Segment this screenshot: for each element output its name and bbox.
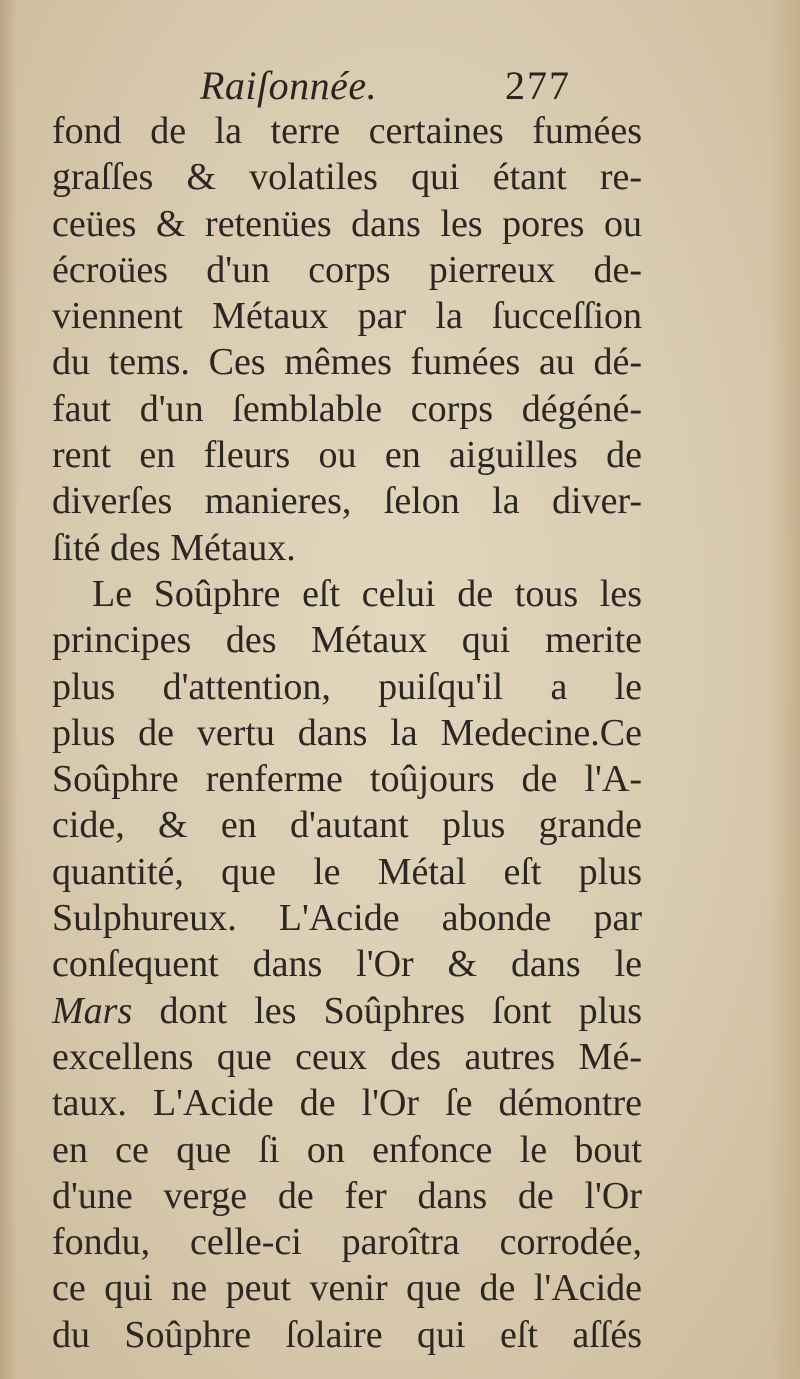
text-line: fond de la terre certaines fumées [52, 110, 642, 152]
page-shadow-left [0, 0, 18, 1379]
text-line: d'une verge de fer dans de l'Or [52, 1174, 642, 1217]
text-line: faut d'un ſemblable corps dégéné- [52, 387, 642, 430]
text-line: du Soûphre ſolaire qui eſt aſſés [52, 1313, 642, 1356]
page-number: 277 [505, 63, 571, 108]
text-line: plus de vertu dans la Medecine.Ce [52, 711, 642, 754]
text-line: rent en fleurs ou en aiguilles de [52, 434, 642, 477]
text-line: graſſes & volatiles qui étant re- [52, 156, 642, 199]
text-line: du tems. Ces mêmes fumées au dé- [52, 341, 642, 384]
text-line: cide, & en d'autant plus grande [52, 804, 642, 847]
text-line: Mars dont les Soûphres ſont plus [52, 989, 642, 1032]
text-line: principes des Métaux qui merite [52, 619, 642, 662]
italic-word: Mars [52, 989, 133, 1032]
text-line: fondu, celle-ci paroîtra corrodée, [52, 1221, 642, 1264]
text-line: conſequent dans l'Or & dans le [52, 943, 642, 986]
text-line: en ce que ſi on enfonce le bout [52, 1128, 642, 1171]
text-line: quantité, que le Métal eſt plus [52, 850, 642, 893]
running-title: Raiſonnée. [200, 63, 378, 108]
text-line: ceües & retenües dans les pores ou [52, 202, 642, 245]
text-line: diverſes manieres, ſelon la diver- [52, 480, 642, 523]
text-line: ſité des Métaux. [52, 526, 296, 569]
text-line: ce qui ne peut venir que de l'Acide [52, 1267, 642, 1310]
text-line: viennent Métaux par la ſucceſſion [52, 295, 642, 338]
text-line: plus d'attention, puiſqu'il a le [52, 665, 642, 708]
text-line: excellens que ceux des autres Mé- [52, 1035, 642, 1078]
body-text [52, 108, 642, 1358]
text-line: Sulphureux. L'Acide abonde par [52, 897, 642, 940]
page-shadow-right [770, 0, 800, 1379]
text-line: Soûphre renferme toûjours de l'A- [52, 758, 642, 801]
text-line: taux. L'Acide de l'Or ſe démontre [52, 1082, 642, 1125]
text-line: écroües d'un corps pierreux de- [52, 248, 642, 291]
text-line: Le Soûphre eſt celui de tous les [92, 572, 642, 615]
page-header [0, 62, 800, 112]
